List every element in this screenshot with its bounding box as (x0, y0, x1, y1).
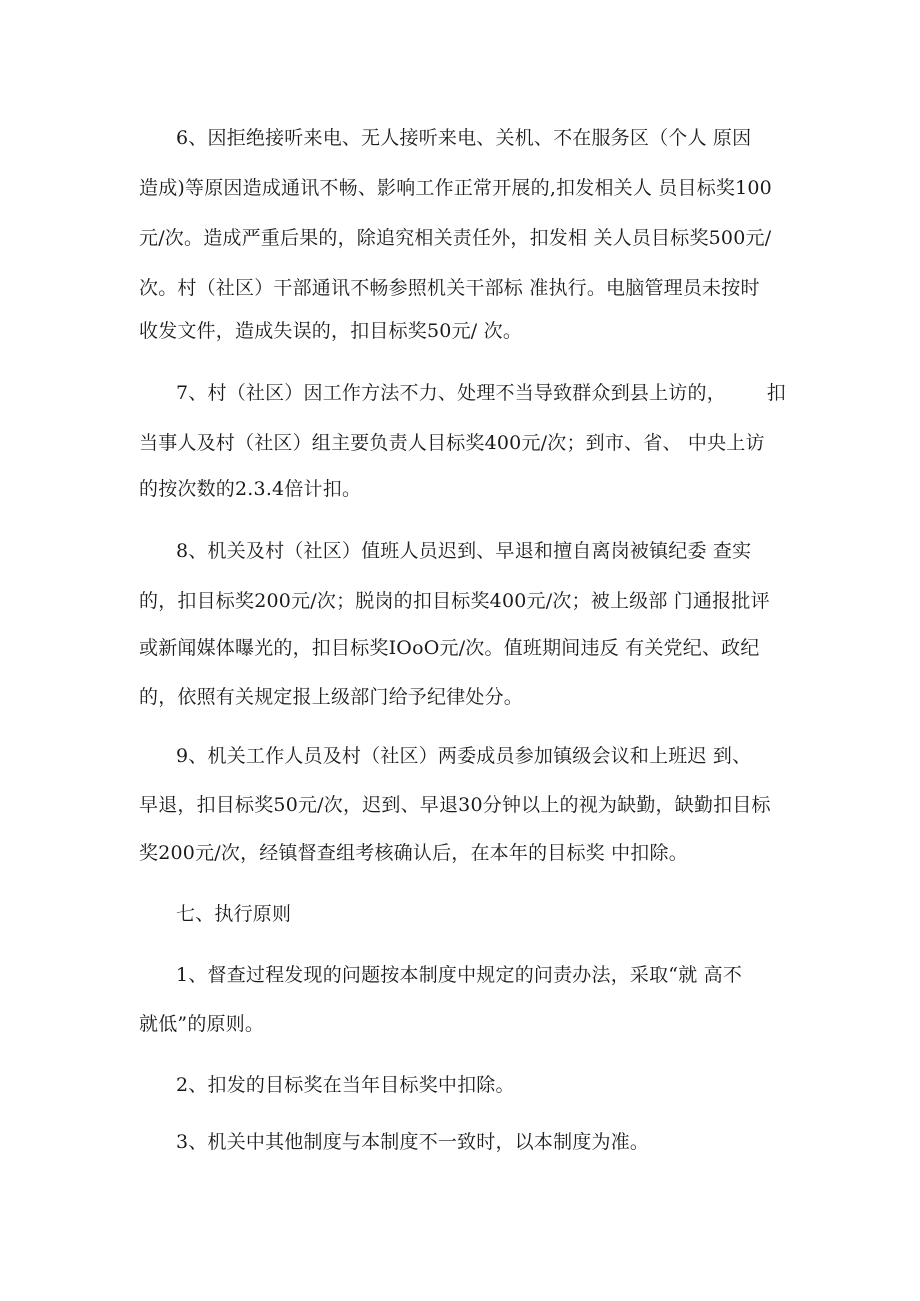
paragraph-6-line-5: 收发文件，造成失误的，扣目标奖50元/ 次。 (139, 320, 523, 342)
paragraph-7-line-1-end: 扣 (766, 382, 786, 404)
principle-2: 2、扣发的目标奖在当年目标奖中扣除。 (176, 1074, 515, 1096)
paragraph-8-line-3: 或新闻媒体曝光的，扣目标奖IOoO元/次。值班期间违反 有关党纪、政纪 (139, 637, 760, 659)
paragraph-7-line-3: 的按次数的2.3.4倍计扣。 (139, 478, 362, 500)
paragraph-9-line-1: 9、机关工作人员及村（社区）两委成员参加镇级会议和上班迟 到、 (176, 745, 752, 767)
paragraph-8-line-4: 的，依照有关规定报上级部门给予纪律处分。 (139, 686, 524, 708)
paragraph-8-line-2: 的，扣目标奖200元/次；脱岗的扣目标奖400元/次；被上级部 门通报批评 (139, 590, 770, 612)
principle-1-line-2: 就低”的原则。 (139, 1013, 265, 1035)
principle-1-line-1: 1、督查过程发现的问题按本制度中规定的问责办法，采取“就 高不 (176, 964, 743, 986)
paragraph-6-line-2: 造成)等原因造成通讯不畅、影响工作正常开展的,扣发相关人 员目标奖100 (139, 177, 772, 199)
paragraph-8-line-1: 8、机关及村（社区）值班人员迟到、早退和擅自离岗被镇纪委 查实 (176, 540, 752, 562)
paragraph-6-line-1: 6、因拒绝接听来电、无人接听来电、关机、不在服务区（个人 原因 (176, 127, 752, 149)
paragraph-9-line-2: 早退，扣目标奖50元/次，迟到、早退30分钟以上的视为缺勤，缺勤扣目标 (139, 794, 771, 816)
section-heading: 七、执行原则 (176, 903, 292, 925)
paragraph-6-line-3: 元/次。造成严重后果的，除追究相关责任外，扣发相 关人员目标奖500元/ (139, 227, 772, 249)
paragraph-6-line-4: 次。村（社区）干部通讯不畅参照机关干部标 准执行。电脑管理员未按时 (139, 277, 760, 299)
principle-3: 3、机关中其他制度与本制度不一致时，以本制度为准。 (176, 1131, 650, 1153)
paragraph-7-line-1 (176, 384, 786, 403)
paragraph-7-line-2: 当事人及村（社区）组主要负责人目标奖400元/次；到市、省、 中央上访 (139, 432, 765, 454)
paragraph-9-line-3: 奖200元/次，经镇督查组考核确认后，在本年的目标奖 中扣除。 (139, 842, 688, 864)
paragraph-7-line-1-main: 7、村（社区）因工作方法不力、处理不当导致群众到县上访的， (176, 382, 726, 404)
